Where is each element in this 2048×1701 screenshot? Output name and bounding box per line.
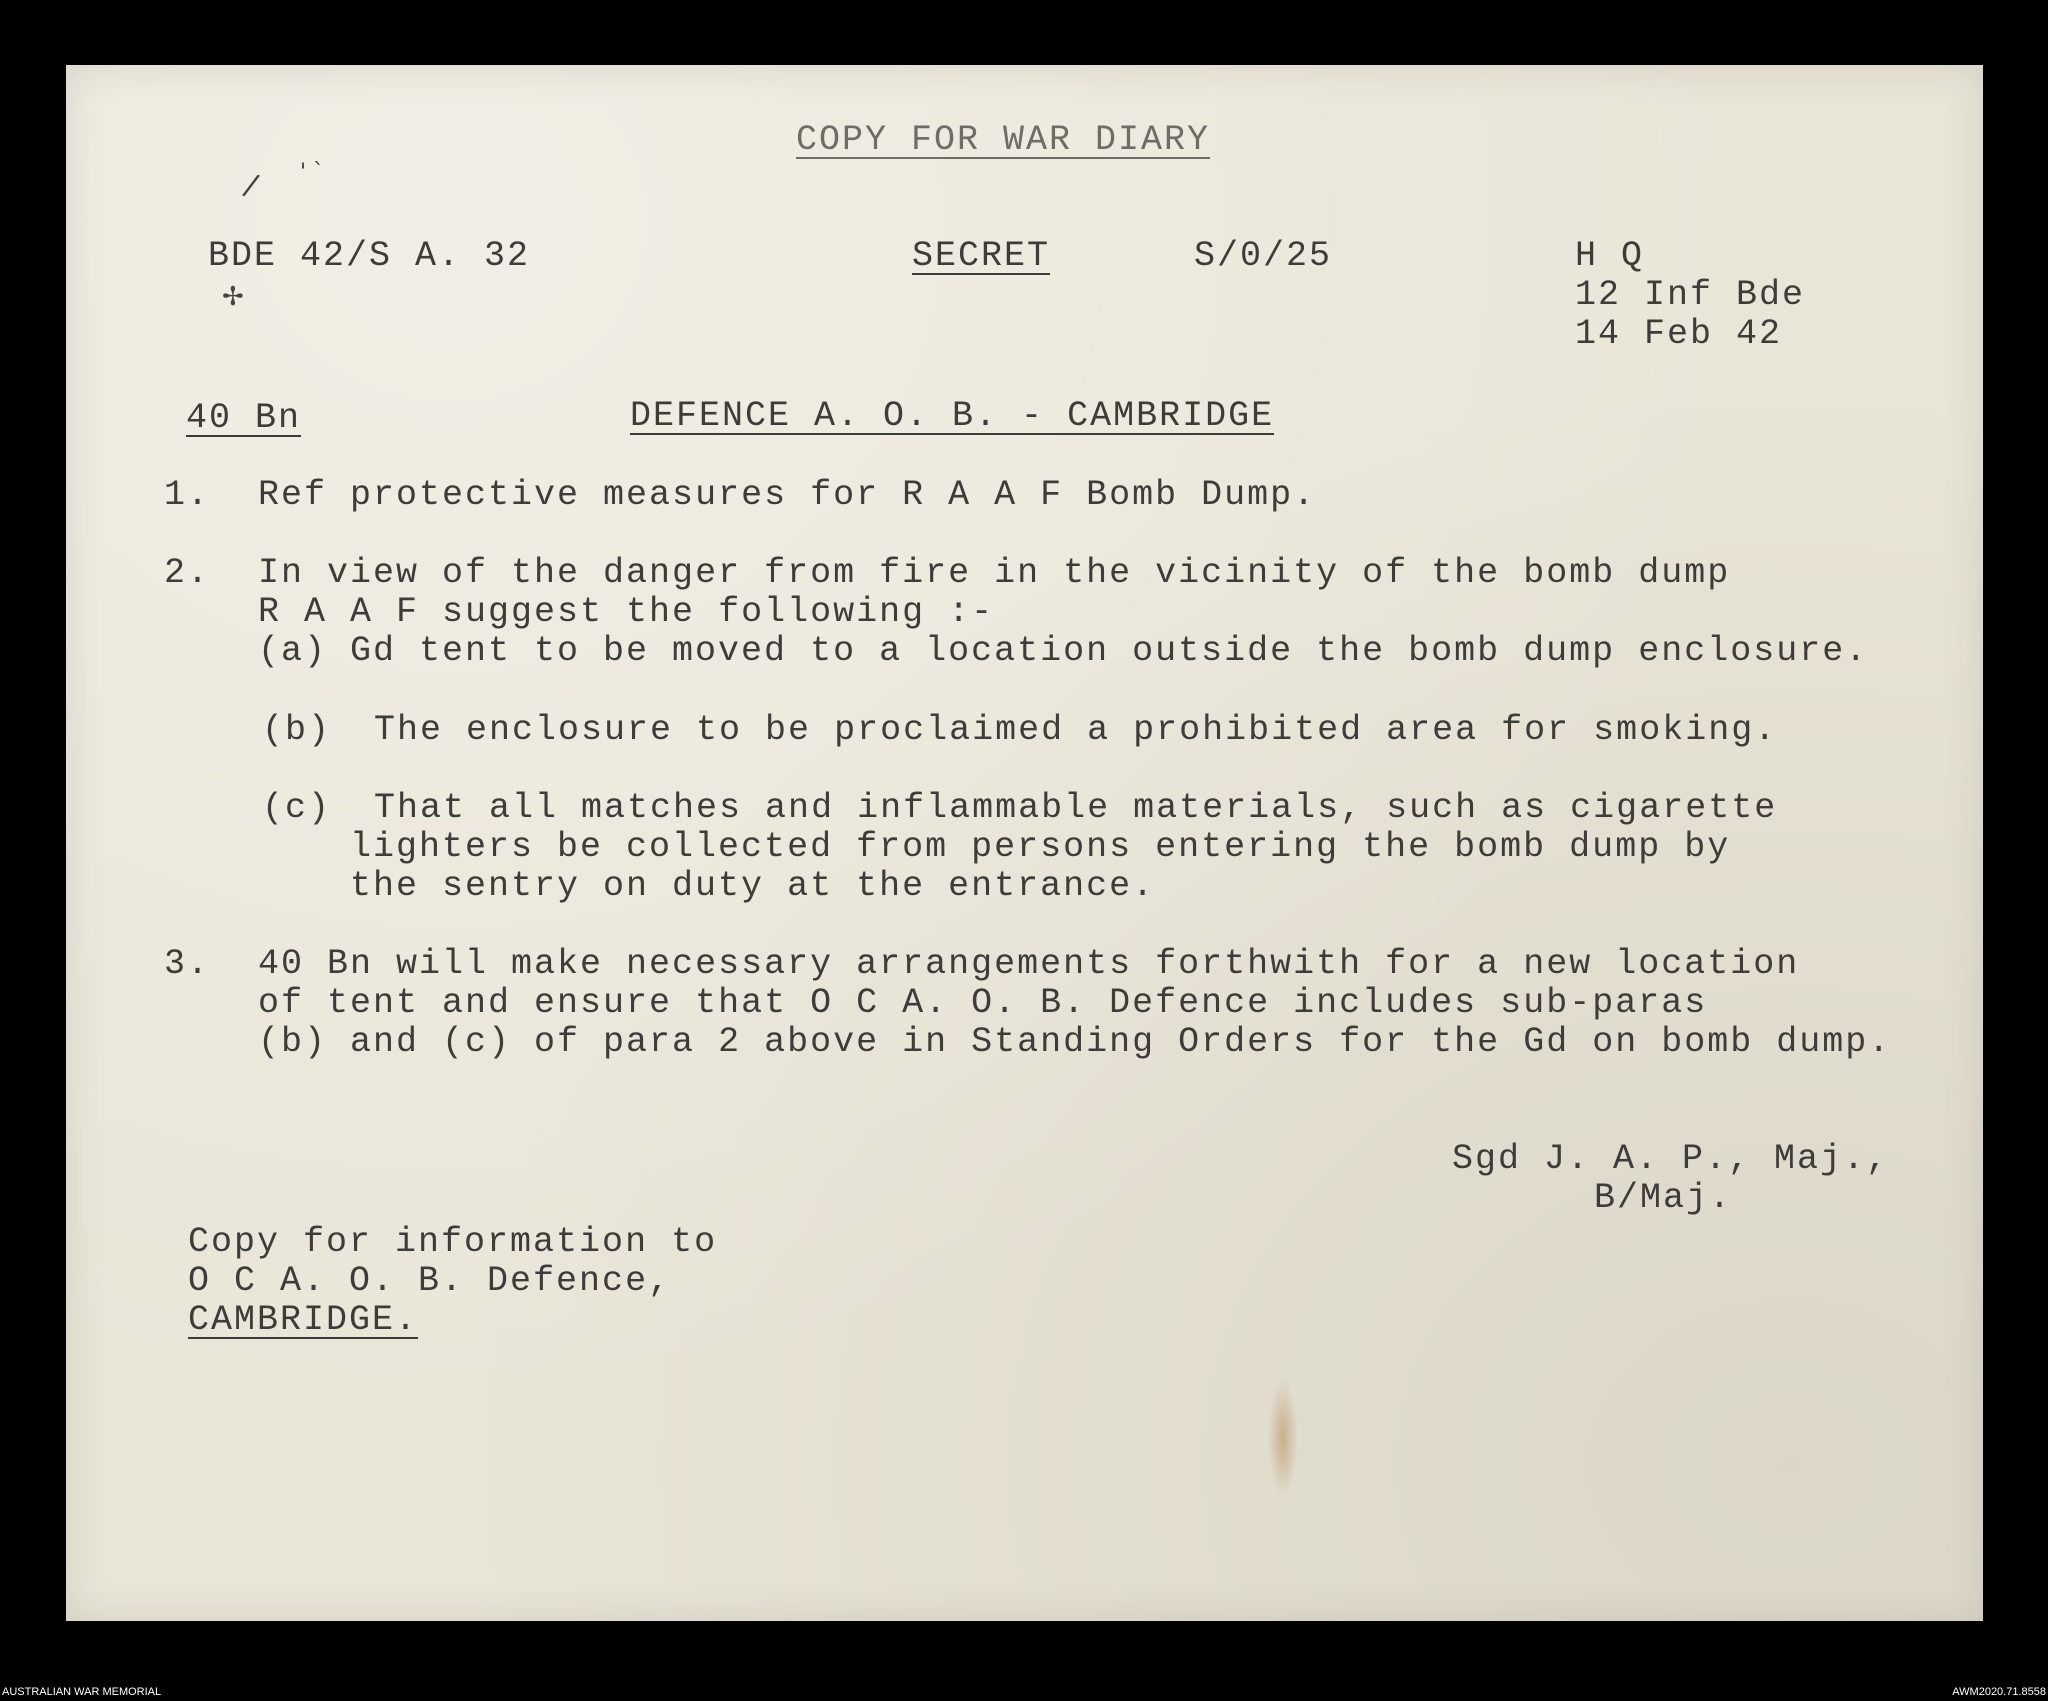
pencil-mark: ✢ <box>222 282 244 312</box>
signature-title: B/Maj. <box>1594 1178 1733 1218</box>
classification-label: SECRET <box>912 236 1051 276</box>
signature-line: Sgd J. A. P., Maj., <box>1452 1139 1890 1179</box>
para2-item-b-label: (b) <box>262 710 332 750</box>
water-stain <box>1268 1378 1298 1498</box>
para3-line: (b) and (c) of para 2 above in Standing Orders for the Gd on bomb dump. <box>258 1022 1892 1062</box>
pencil-mark: ' ˋ <box>300 160 325 185</box>
document-title: COPY FOR WAR DIARY <box>796 120 1211 160</box>
para2-item-a-line: Gd tent to be moved to a location outside the bomb dump enclosure. <box>350 631 1869 671</box>
para2-item-c-line: lighters be collected from persons entering the bomb dump by <box>350 827 1731 867</box>
para2-item-c-line: the sentry on duty at the entrance. <box>350 866 1156 906</box>
reference-number: BDE 42/S A. 32 <box>208 236 531 276</box>
para2-number: 2. <box>164 553 211 593</box>
para2-item-b-line: The enclosure to be proclaimed a prohibited area for smoking. <box>374 710 1778 750</box>
para2-item-c-label: (c) <box>262 788 332 828</box>
para3-number: 3. <box>164 944 211 984</box>
para1-text: Ref protective measures for R A A F Bomb Dump. <box>258 475 1317 515</box>
from-line-date: 14 Feb 42 <box>1575 314 1783 354</box>
from-line-hq: H Q <box>1575 236 1645 276</box>
para3-line: 40 Bn will make necessary arrangements forthwith for a new location <box>258 944 1800 984</box>
para2-line: R A A F suggest the following :- <box>258 592 995 632</box>
para1-number: 1. <box>164 475 211 515</box>
addressee: 40 Bn <box>186 398 302 438</box>
footer-institution: AUSTRALIAN WAR MEMORIAL <box>2 1686 162 1698</box>
para3-line: of tent and ensure that O C A. O. B. Defence includes sub-paras <box>258 983 1708 1023</box>
file-number: S/0/25 <box>1194 236 1333 276</box>
subject-line: DEFENCE A. O. B. - CAMBRIDGE <box>630 396 1275 436</box>
para2-line: In view of the danger from fire in the vicinity of the bomb dump <box>258 553 1731 593</box>
copy-to-line: Copy for information to <box>188 1222 718 1262</box>
footer-accession: AWM2020.71.8558 <box>1952 1686 2046 1698</box>
para2-item-a-label: (a) <box>258 631 328 671</box>
pencil-mark: / <box>240 167 262 204</box>
copy-to-line: CAMBRIDGE. <box>188 1300 419 1340</box>
from-line-unit: 12 Inf Bde <box>1575 275 1806 315</box>
copy-to-line: O C A. O. B. Defence, <box>188 1261 672 1301</box>
para2-item-c-line: That all matches and inflammable materials, such as cigarette <box>374 788 1778 828</box>
